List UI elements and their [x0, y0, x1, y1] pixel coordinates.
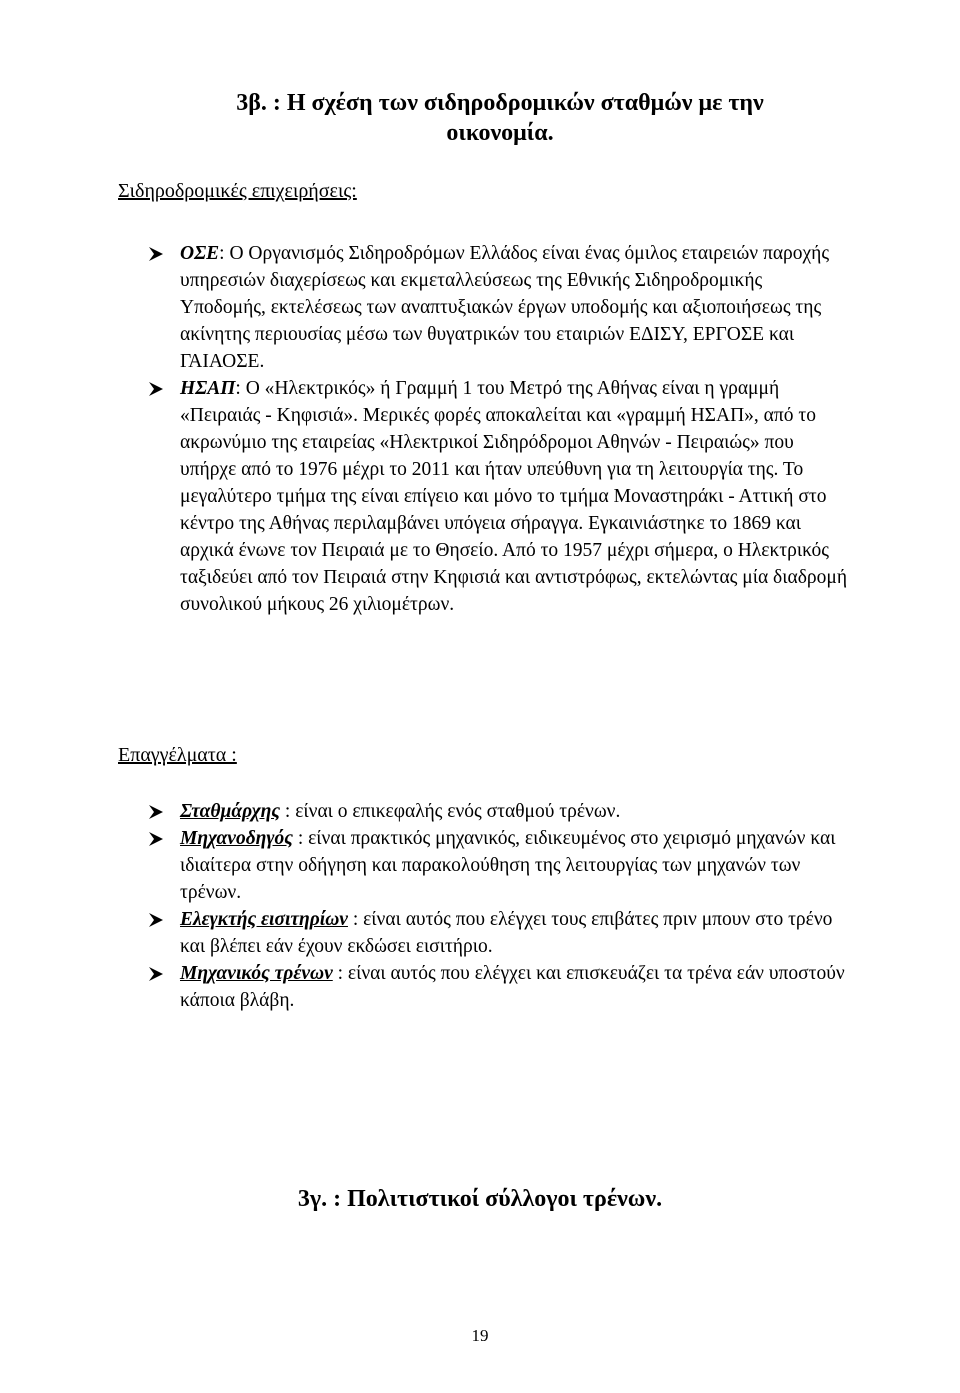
companies-list	[148, 240, 848, 618]
arrow-bullet-icon	[148, 804, 164, 820]
arrow-bullet-icon	[148, 831, 164, 847]
text-train-driver: : είναι πρακτικός μηχανικός, ειδικευμένος στο χειρισμό μηχανών και ιδιαίτερα στην οδήγηση και παρακολούθηση της λειτουργίας των μηχανών των τρένων.	[180, 828, 836, 903]
page-number: 19	[471, 1326, 489, 1345]
term-ticket-inspector: Ελεγκτής εισιτηρίων	[180, 909, 348, 930]
term-ose: ΟΣΕ	[180, 243, 220, 264]
text-stationmaster: : είναι ο επικεφαλής ενός σταθμού τρένων.	[280, 801, 621, 822]
arrow-bullet-icon	[148, 912, 164, 928]
text-isap: : Ο «Ηλεκτρικός» ή Γραμμή 1 του Μετρό της Αθήνας είναι η γραμμή «Πειραιάς - Κηφισιά». Μερικές φορές αποκαλείται και «γραμμή ΗΣΑΠ», από το ακρωνύμιο της εταιρείας «Ηλεκτρικοί Σιδηρόδρομοι Αθηνών - Πειραιώς» που υπήρχε από το 1976 μέχρι το 2011 και ήταν υπεύθυνη για τη λειτουργία της. Το μεγαλύτερο τμήμα της είναι επίγειο και μόνο το τμήμα Μοναστηράκι - Αττική στο κέντρο της Αθήνας περιλαμβάνει υπόγεια σήραγγα. Εγκαινιάστηκε το 1869 και αρχικά ένωνε τον Πειραιά με το Θησείο. Από το 1957 μέχρι σήμερα, ο Ηλεκτρικός ταξιδεύει από τον Πειραιά στην Κηφισιά και αντιστρόφως, εκτελώντας μία διαδρομή συνολικού μήκους 26 χιλιομέτρων.	[180, 378, 848, 615]
text-train-mechanic: : είναι αυτός που ελέγχει και επισκευάζει τα τρένα εάν υποστούν κάποια βλάβη.	[180, 963, 845, 1011]
section-title-3b-line1: 3β. : Η σχέση των σιδηροδρομικών σταθμών με την	[236, 90, 764, 116]
list-item-train-driver	[148, 825, 848, 906]
list-item-stationmaster	[148, 798, 848, 825]
section-title-3g: 3γ. : Πολιτιστικοί σύλλογοι τρένων.	[297, 1186, 663, 1212]
list-item-isap	[148, 375, 848, 618]
text-ticket-inspector: : είναι αυτός που ελέγχει τους επιβάτες πριν μπουν στο τρένο και βλέπει εάν έχουν εκδώσει εισιτήριο.	[180, 909, 833, 957]
list-item-train-mechanic	[148, 960, 848, 1014]
section-title-3b	[170, 88, 830, 148]
arrow-bullet-icon	[148, 966, 164, 982]
list-item-ose	[148, 240, 848, 375]
term-stationmaster: Σταθμάρχης	[180, 801, 281, 822]
arrow-bullet-icon	[148, 246, 164, 262]
term-train-mechanic: Μηχανικός τρένων	[180, 963, 333, 984]
companies-heading: Σιδηροδρομικές επιχειρήσεις:	[118, 180, 357, 202]
term-isap: ΗΣΑΠ	[180, 378, 236, 399]
text-ose: : Ο Οργανισμός Σιδηροδρόμων Ελλάδος είναι ένας όμιλος εταιρειών παροχής υπηρεσιών διαχερίσεως και εκμεταλλεύσεως της Εθνικής Σιδηροδρομικής Υποδομής, εκτελέσεως των αναπτυξιακών έργων υποδομής και αξιοποιήσεως της ακίνητης περιουσίας μέσω των θυγατρικών του εταιριών ΕΔΙΣΥ, ΕΡΓΟΣΕ και ΓΑΙΑΟΣΕ.	[180, 243, 830, 372]
jobs-heading: Επαγγέλματα :	[118, 744, 237, 766]
section-title-3b-line2: οικονομία.	[446, 120, 554, 146]
list-item-ticket-inspector	[148, 906, 848, 960]
term-train-driver: Μηχανοδηγός	[180, 828, 293, 849]
jobs-list	[148, 798, 848, 1014]
arrow-bullet-icon	[148, 381, 164, 397]
